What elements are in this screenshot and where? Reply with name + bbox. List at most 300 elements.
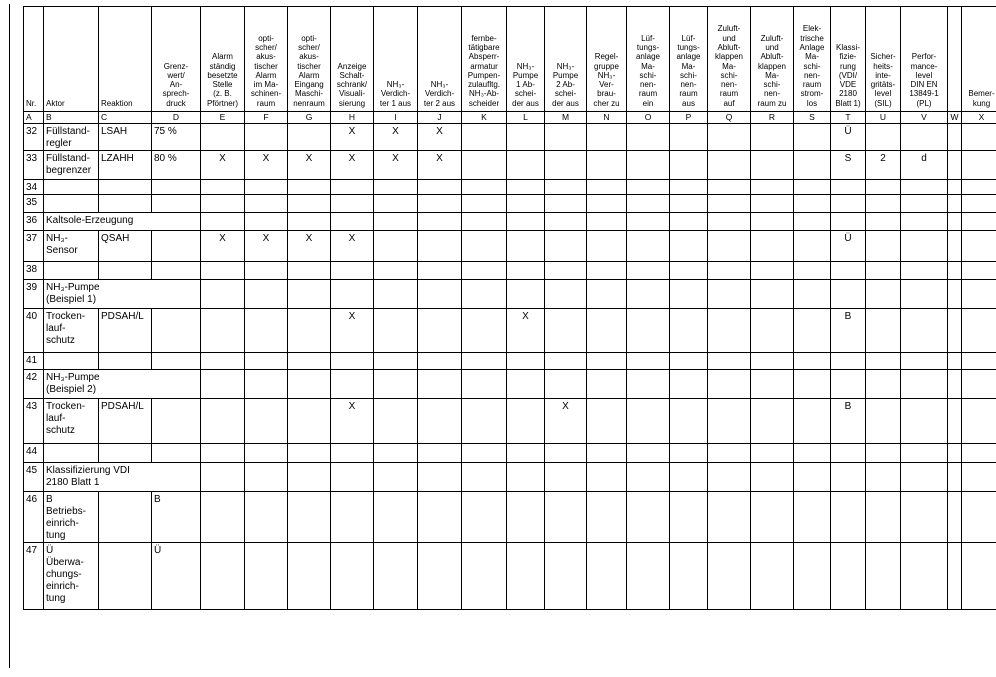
table-cell: X: [288, 151, 331, 180]
column-letter: G: [288, 112, 331, 124]
table-cell: [245, 444, 288, 463]
table-cell: [507, 151, 545, 180]
table-cell: [708, 463, 751, 492]
table-cell: [418, 213, 462, 231]
table-cell: B: [831, 309, 866, 353]
table-cell: [627, 151, 670, 180]
column-letter-row: [24, 112, 996, 124]
table-cell: [587, 262, 627, 280]
table-cell: [670, 231, 708, 262]
table-cell: [418, 492, 462, 543]
table-row: [24, 151, 996, 180]
column-header: Regel- gruppe NH₃- Ver- brau- cher zu: [587, 7, 627, 112]
table-cell: [708, 262, 751, 280]
table-cell: Trocken- lauf- schutz: [44, 309, 99, 353]
table-cell: [627, 543, 670, 610]
table-cell: [288, 213, 331, 231]
table-cell: [418, 370, 462, 399]
table-cell: [627, 180, 670, 195]
table-cell: [331, 262, 374, 280]
table-cell: [545, 492, 587, 543]
table-cell: [99, 180, 152, 195]
column-letter: Q: [708, 112, 751, 124]
table-cell: [708, 353, 751, 370]
table-cell: [948, 353, 962, 370]
table-cell: [507, 195, 545, 213]
row-number: 43: [24, 399, 44, 444]
column-header: Lüf- tungs- anlage Ma- schi- nen- raum aus: [670, 7, 708, 112]
table-cell: [288, 180, 331, 195]
table-cell: [948, 370, 962, 399]
table-cell: [901, 280, 948, 309]
table-cell: [670, 399, 708, 444]
column-header: opti- scher/ akus- tischer Alarm im Ma- schinen- raum: [245, 7, 288, 112]
table-cell: [962, 262, 996, 280]
table-cell: QSAH: [99, 231, 152, 262]
table-cell: X: [374, 124, 418, 151]
row-number: 37: [24, 231, 44, 262]
table-cell: [545, 213, 587, 231]
table-cell: [288, 444, 331, 463]
table-cell: [866, 124, 901, 151]
table-cell: [418, 262, 462, 280]
table-cell: [708, 195, 751, 213]
table-cell: X: [545, 399, 587, 444]
table-cell: [245, 370, 288, 399]
table-cell: [794, 195, 831, 213]
table-cell: [331, 180, 374, 195]
table-cell: [708, 231, 751, 262]
column-letter: T: [831, 112, 866, 124]
table-cell: [288, 124, 331, 151]
table-cell: [794, 151, 831, 180]
table-cell: [627, 213, 670, 231]
table-cell: [331, 463, 374, 492]
safety-matrix-table: [23, 6, 996, 610]
column-header: fernbe- tätigbare Absperr- armatur Pumpen- zulaufltg. NH₃-Ab- scheider: [462, 7, 507, 112]
table-cell: [948, 463, 962, 492]
table-cell: [866, 370, 901, 399]
section-heading: NH₃-Pumpe (Beispiel 2): [44, 370, 201, 399]
row-number: 44: [24, 444, 44, 463]
table-cell: [962, 309, 996, 353]
table-cell: [901, 463, 948, 492]
table-cell: [627, 492, 670, 543]
table-cell: [507, 370, 545, 399]
table-cell: [831, 492, 866, 543]
column-letter: R: [751, 112, 794, 124]
table-cell: [587, 231, 627, 262]
table-cell: [374, 195, 418, 213]
table-cell: [418, 444, 462, 463]
table-cell: [462, 353, 507, 370]
table-cell: [288, 543, 331, 610]
table-cell: [627, 463, 670, 492]
table-cell: [751, 399, 794, 444]
header-row: [24, 7, 996, 112]
column-header: Reaktion: [99, 7, 152, 112]
table-cell: X: [374, 151, 418, 180]
table-cell: [831, 444, 866, 463]
table-cell: [627, 309, 670, 353]
table-cell: [948, 399, 962, 444]
table-cell: [374, 280, 418, 309]
table-cell: [831, 180, 866, 195]
table-cell: [670, 543, 708, 610]
column-letter: N: [587, 112, 627, 124]
table-cell: [708, 370, 751, 399]
table-cell: [901, 262, 948, 280]
table-cell: [866, 280, 901, 309]
table-cell: [962, 280, 996, 309]
table-cell: [545, 444, 587, 463]
table-cell: Ü Überwa- chungs- einrich- tung: [44, 543, 99, 610]
table-cell: [901, 180, 948, 195]
table-row: [24, 213, 996, 231]
table-cell: [587, 309, 627, 353]
table-cell: [901, 195, 948, 213]
table-cell: [201, 309, 245, 353]
table-cell: NH₃- Sensor: [44, 231, 99, 262]
column-letter: K: [462, 112, 507, 124]
table-cell: [794, 444, 831, 463]
table-cell: [418, 180, 462, 195]
table-cell: [201, 262, 245, 280]
table-cell: [331, 543, 374, 610]
table-cell: [201, 543, 245, 610]
table-cell: [374, 370, 418, 399]
table-cell: [288, 262, 331, 280]
table-cell: [462, 492, 507, 543]
table-cell: Ü: [831, 231, 866, 262]
table-cell: [627, 444, 670, 463]
table-cell: [627, 280, 670, 309]
table-cell: LSAH: [99, 124, 152, 151]
table-cell: X: [331, 151, 374, 180]
column-letter: A: [24, 112, 44, 124]
table-cell: [507, 124, 545, 151]
table-cell: [545, 353, 587, 370]
table-cell: [831, 213, 866, 231]
table-cell: [462, 262, 507, 280]
table-cell: [587, 124, 627, 151]
column-letter: D: [152, 112, 201, 124]
table-cell: [901, 353, 948, 370]
table-cell: [866, 213, 901, 231]
column-header: Lüf- tungs- anlage Ma- schi- nen- raum ein: [627, 7, 670, 112]
table-cell: [245, 353, 288, 370]
table-cell: [751, 444, 794, 463]
row-number: 34: [24, 180, 44, 195]
table-cell: [901, 492, 948, 543]
table-cell: [331, 213, 374, 231]
table-cell: [374, 231, 418, 262]
table-cell: [374, 492, 418, 543]
table-cell: [245, 124, 288, 151]
row-number: 47: [24, 543, 44, 610]
table-cell: [545, 151, 587, 180]
table-cell: [245, 543, 288, 610]
table-cell: [866, 309, 901, 353]
column-letter: P: [670, 112, 708, 124]
table-cell: [201, 370, 245, 399]
table-row: [24, 463, 996, 492]
table-cell: [587, 180, 627, 195]
table-cell: [670, 124, 708, 151]
table-cell: PDSAH/L: [99, 399, 152, 444]
table-cell: [201, 353, 245, 370]
table-cell: [288, 399, 331, 444]
table-cell: 75 %: [152, 124, 201, 151]
table-cell: [374, 309, 418, 353]
table-cell: [331, 353, 374, 370]
table-cell: [507, 180, 545, 195]
section-heading: Kaltsole-Erzeugung: [44, 213, 201, 231]
table-cell: [948, 492, 962, 543]
table-cell: [708, 280, 751, 309]
table-cell: [866, 231, 901, 262]
table-cell: [962, 492, 996, 543]
table-cell: [831, 280, 866, 309]
table-cell: Ü: [152, 543, 201, 610]
table-cell: [866, 353, 901, 370]
table-cell: [948, 262, 962, 280]
column-header: NH₃- Pumpe 2 Ab- schei- der aus: [545, 7, 587, 112]
table-cell: [152, 399, 201, 444]
table-cell: [288, 370, 331, 399]
table-cell: [462, 231, 507, 262]
table-cell: [948, 543, 962, 610]
table-cell: [948, 309, 962, 353]
table-cell: [507, 353, 545, 370]
table-cell: [99, 262, 152, 280]
table-cell: [245, 492, 288, 543]
row-number: 39: [24, 280, 44, 309]
column-letter: C: [99, 112, 152, 124]
table-cell: [201, 463, 245, 492]
table-cell: [587, 399, 627, 444]
column-letter: X: [962, 112, 996, 124]
table-cell: LZAHH: [99, 151, 152, 180]
row-number: 36: [24, 213, 44, 231]
table-cell: [44, 262, 99, 280]
table-cell: [962, 463, 996, 492]
table-cell: [245, 195, 288, 213]
column-letter: U: [866, 112, 901, 124]
table-cell: [201, 492, 245, 543]
table-cell: [245, 280, 288, 309]
table-cell: X: [418, 124, 462, 151]
table-cell: [331, 280, 374, 309]
table-cell: B Betriebs- einrich- tung: [44, 492, 99, 543]
row-number: 38: [24, 262, 44, 280]
table-cell: [670, 370, 708, 399]
table-cell: [751, 370, 794, 399]
table-cell: [794, 262, 831, 280]
table-cell: [462, 180, 507, 195]
table-cell: [794, 231, 831, 262]
table-cell: [99, 444, 152, 463]
table-cell: [708, 399, 751, 444]
table-cell: [751, 262, 794, 280]
column-header: NH₃- Verdich- ter 1 aus: [374, 7, 418, 112]
table-cell: [507, 262, 545, 280]
table-cell: [44, 195, 99, 213]
column-letter: H: [331, 112, 374, 124]
table-cell: [751, 492, 794, 543]
table-cell: [331, 444, 374, 463]
table-cell: [99, 195, 152, 213]
row-number: 33: [24, 151, 44, 180]
table-cell: [545, 370, 587, 399]
table-cell: [374, 262, 418, 280]
table-cell: [462, 444, 507, 463]
table-cell: [99, 492, 152, 543]
table-cell: [962, 195, 996, 213]
left-margin-rule: [9, 4, 10, 668]
table-cell: [866, 195, 901, 213]
table-cell: [462, 370, 507, 399]
table-cell: [751, 213, 794, 231]
table-cell: [462, 195, 507, 213]
table-cell: [587, 280, 627, 309]
column-letter: J: [418, 112, 462, 124]
table-cell: 2: [866, 151, 901, 180]
table-cell: [751, 280, 794, 309]
table-cell: [901, 444, 948, 463]
table-cell: [99, 543, 152, 610]
table-row: [24, 353, 996, 370]
column-header: Nr.: [24, 7, 44, 112]
table-cell: [948, 124, 962, 151]
table-cell: [587, 370, 627, 399]
table-cell: [507, 444, 545, 463]
table-cell: [152, 262, 201, 280]
table-row: [24, 231, 996, 262]
table-cell: [794, 180, 831, 195]
table-cell: [708, 492, 751, 543]
table-cell: [545, 309, 587, 353]
table-cell: [751, 151, 794, 180]
table-cell: [831, 262, 866, 280]
table-cell: [751, 180, 794, 195]
table-cell: [901, 213, 948, 231]
table-row: [24, 543, 996, 610]
table-cell: [545, 262, 587, 280]
table-cell: [866, 262, 901, 280]
table-cell: [831, 543, 866, 610]
table-cell: [587, 543, 627, 610]
column-header: Bemer- kung: [962, 7, 996, 112]
table-cell: [794, 370, 831, 399]
table-cell: S: [831, 151, 866, 180]
table-cell: X: [331, 231, 374, 262]
table-cell: [462, 124, 507, 151]
table-cell: [507, 543, 545, 610]
table-cell: [794, 309, 831, 353]
table-cell: [545, 231, 587, 262]
table-cell: [152, 353, 201, 370]
table-cell: [288, 280, 331, 309]
table-cell: [708, 309, 751, 353]
column-letter: V: [901, 112, 948, 124]
table-cell: [545, 124, 587, 151]
table-cell: [866, 399, 901, 444]
table-cell: [44, 180, 99, 195]
table-cell: [587, 463, 627, 492]
table-cell: [948, 195, 962, 213]
table-cell: [794, 280, 831, 309]
table-cell: Füllstand- regler: [44, 124, 99, 151]
table-cell: [507, 231, 545, 262]
table-cell: [901, 124, 948, 151]
table-cell: 80 %: [152, 151, 201, 180]
table-cell: [245, 262, 288, 280]
column-header: [948, 7, 962, 112]
table-cell: [418, 543, 462, 610]
table-row: [24, 444, 996, 463]
table-cell: [462, 213, 507, 231]
table-cell: [331, 195, 374, 213]
table-cell: [245, 213, 288, 231]
table-cell: [374, 353, 418, 370]
table-cell: [201, 444, 245, 463]
table-cell: [545, 180, 587, 195]
column-header: Alarm ständig besetzte Stelle (z. B. Pförtner): [201, 7, 245, 112]
table-cell: [462, 309, 507, 353]
column-header: Sicher- heits- inte- gritäts- level (SIL): [866, 7, 901, 112]
table-cell: [670, 492, 708, 543]
table-cell: [794, 543, 831, 610]
table-cell: [587, 444, 627, 463]
table-cell: [751, 195, 794, 213]
table-cell: X: [507, 309, 545, 353]
table-cell: [831, 195, 866, 213]
table-cell: [201, 124, 245, 151]
column-letter: B: [44, 112, 99, 124]
table-cell: [670, 309, 708, 353]
table-cell: [545, 543, 587, 610]
table-cell: Trocken- lauf- schutz: [44, 399, 99, 444]
table-cell: [866, 492, 901, 543]
table-cell: [288, 195, 331, 213]
table-cell: [418, 231, 462, 262]
table-cell: [948, 231, 962, 262]
table-cell: [507, 492, 545, 543]
section-heading: NH₃-Pumpe (Beispiel 1): [44, 280, 201, 309]
table-cell: [374, 213, 418, 231]
table-cell: [794, 353, 831, 370]
table-cell: [462, 399, 507, 444]
table-cell: [866, 444, 901, 463]
table-cell: [374, 180, 418, 195]
table-cell: [948, 213, 962, 231]
table-cell: [948, 280, 962, 309]
table-cell: [374, 463, 418, 492]
table-cell: [751, 124, 794, 151]
column-header: Perfor- mance- level DIN EN 13849-1 (PL): [901, 7, 948, 112]
table-cell: [418, 280, 462, 309]
table-cell: [901, 370, 948, 399]
table-cell: [627, 231, 670, 262]
table-cell: [708, 444, 751, 463]
table-cell: [708, 213, 751, 231]
table-cell: [627, 399, 670, 444]
table-row: [24, 399, 996, 444]
table-cell: [831, 463, 866, 492]
table-cell: [418, 399, 462, 444]
table-row: [24, 195, 996, 213]
